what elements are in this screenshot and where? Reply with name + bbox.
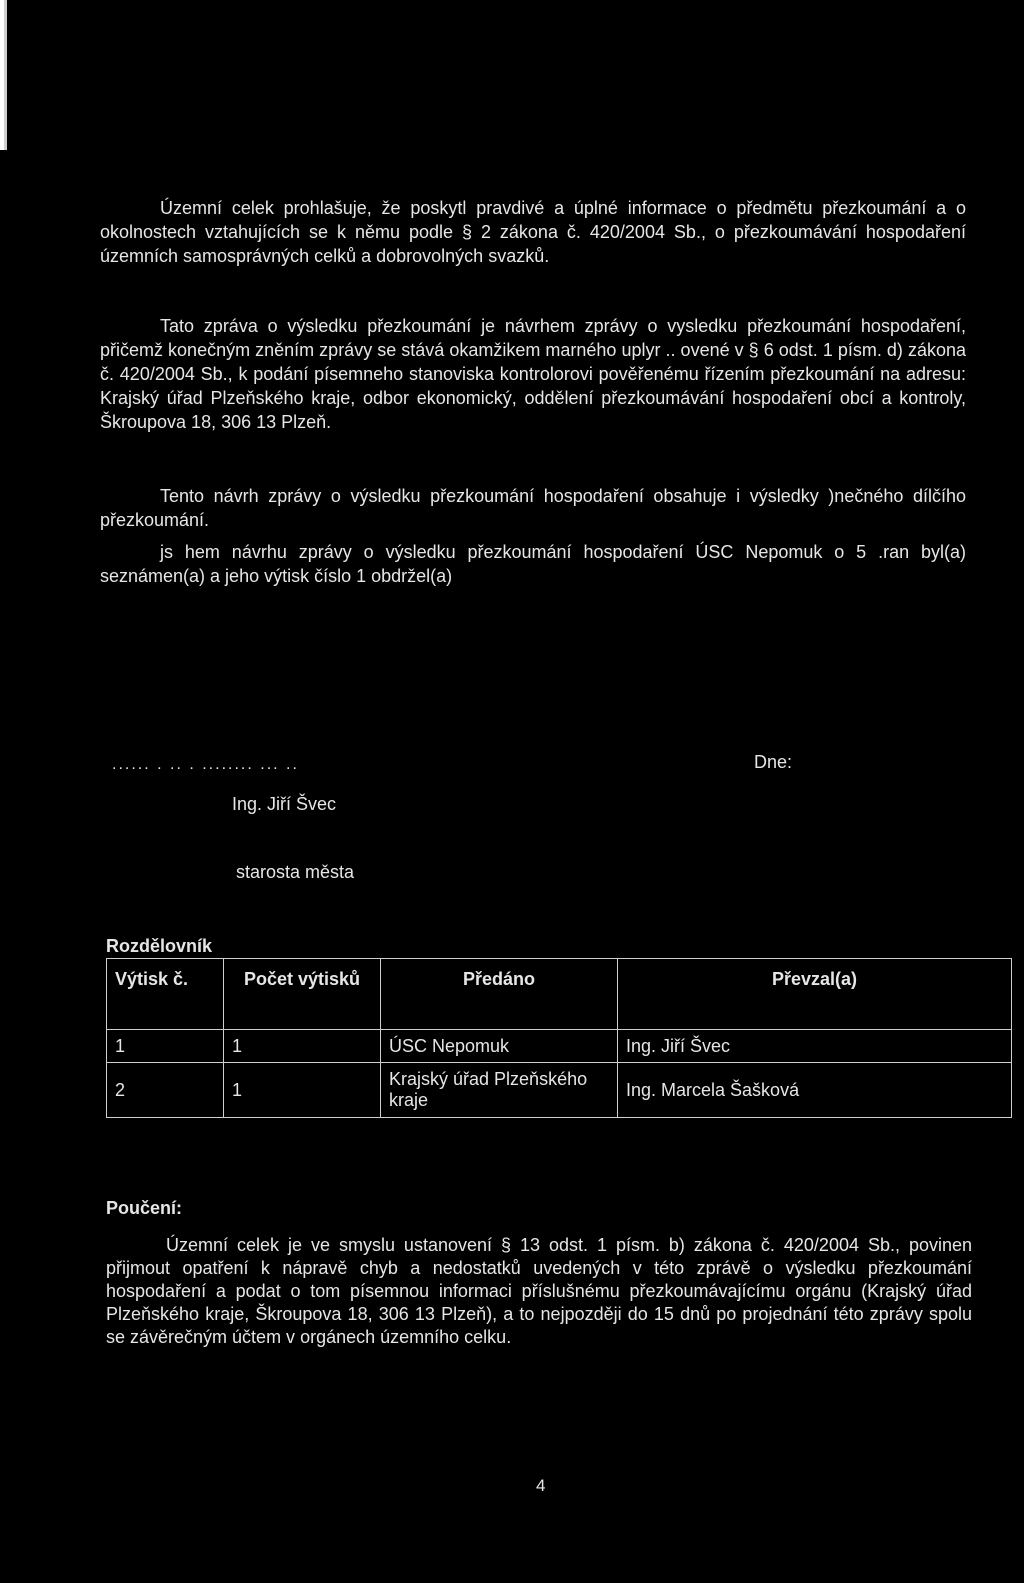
table-row: [107, 1063, 1012, 1118]
cell-copy-number: 2: [107, 1063, 224, 1118]
header-received-by: Převzal(a): [618, 959, 1012, 1030]
instructions-title: Poučení:: [106, 1198, 183, 1218]
page-number: 4: [536, 1476, 546, 1495]
cell-handed-over: ÚSC Nepomuk: [381, 1030, 618, 1063]
signature-line: ...... . .. . ........ ... ..: [112, 756, 299, 773]
cell-copy-number: 1: [107, 1030, 224, 1063]
signatory-role: starosta města: [236, 862, 355, 882]
declaration-paragraph: Územní celek prohlašuje, že poskytl pravdivé a úplné informace o předmětu přezkoumání a o okolnostech vztahujících se k němu podle § 2 zákona č. 420/2004 Sb., o přezkoumávání hospodaření územních samosprávných celků a dobrovolných svazků.: [100, 198, 966, 266]
date-label: Dne:: [754, 752, 793, 772]
distribution-table: [106, 958, 1012, 1118]
table-row: [107, 1030, 1012, 1063]
header-handed-over: Předáno: [381, 959, 618, 1030]
partial-review-paragraph: Tento návrh zprávy o výsledku přezkoumání hospodaření obsahuje i výsledky )nečného dílčího přezkoumání.: [100, 486, 966, 530]
acknowledgement-paragraph: js hem návrhu zprávy o výsledku přezkoumání hospodaření ÚSC Nepomuk o 5 .ran byl(a) seznámen(a) a jeho výtisk číslo 1 obdržel(a): [100, 542, 966, 586]
header-copy-count: Počet výtisků: [224, 959, 381, 1030]
cell-copy-count: 1: [224, 1030, 381, 1063]
scan-edge-artifact: [0, 0, 12, 150]
instructions-text: Územní celek je ve smyslu ustanovení § 13 odst. 1 písm. b) zákona č. 420/2004 Sb., povinen přijmout opatření k nápravě chyb a nedostatků uvedených v této zprávě o výsledku přezkoumání hospodaření a podat o tom písemnou informaci příslušnému přezkoumávajícímu orgánu (Krajský úřad Plzeňského kraje, Škroupova 18, 306 13 Plzeň), a to nejpozději do 15 dnů po projednání této zprávy spolu se závěrečným účtem v orgánech územního celku.: [106, 1235, 972, 1347]
cell-received-by: Ing. Marcela Šašková: [618, 1063, 1012, 1118]
cell-received-by: Ing. Jiří Švec: [618, 1030, 1012, 1063]
signatory-name: Ing. Jiří Švec: [232, 794, 337, 814]
draft-report-paragraph: Tato zpráva o výsledku přezkoumání je návrhem zprávy o vysledku přezkoumání hospodaření, přičemž konečným zněním zprávy se stává okamžikem marného uplyr .. ovené v § 6 odst. 1 písm. d) zákona č. 420/2004 Sb., k podání písemneho stanoviska kontrolorovi pověřenému řízením přezkoumání na adresu: Krajský úřad Plzeňského kraje, odbor ekonomický, oddělení přezkoumávání hospodaření obcí a kontroly, Škroupova 18, 306 13 Plzeň.: [100, 316, 966, 432]
cell-copy-count: 1: [224, 1063, 381, 1118]
table-header-row: [107, 959, 1012, 1030]
cell-handed-over: Krajský úřad Plzeňského kraje: [381, 1063, 618, 1118]
distribution-title: Rozdělovník: [106, 936, 213, 956]
header-copy-number: Výtisk č.: [107, 959, 224, 1030]
